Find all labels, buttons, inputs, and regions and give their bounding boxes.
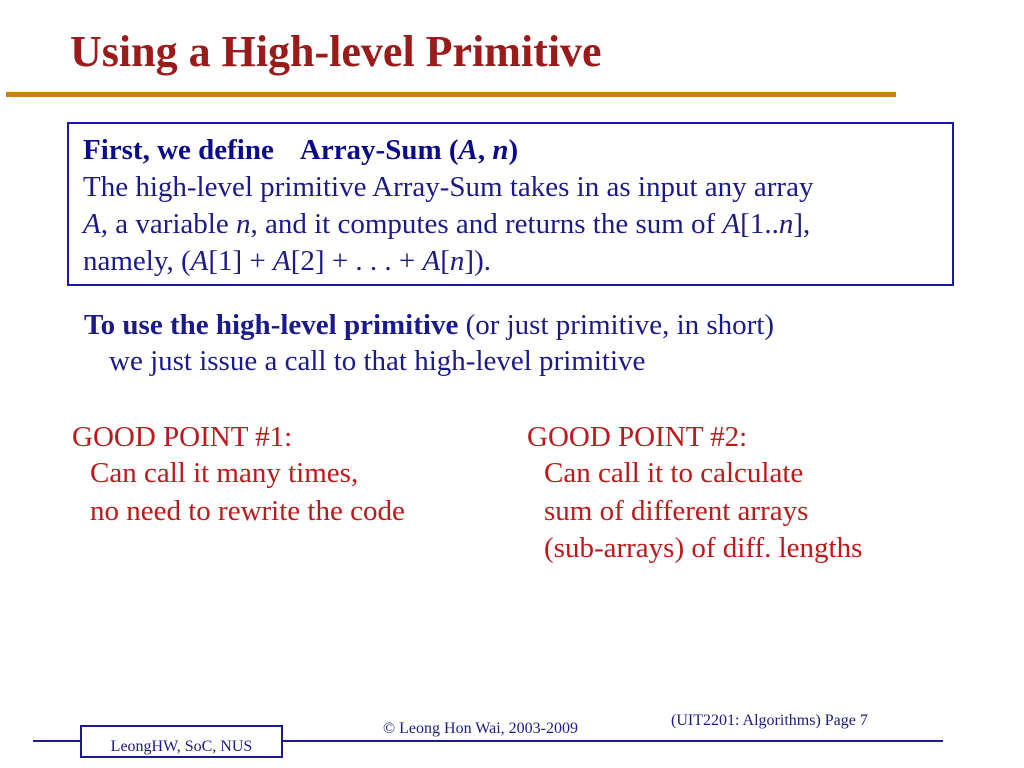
definition-box: [67, 122, 954, 286]
definition-line-3: [83, 206, 810, 242]
param-separator: ,: [477, 134, 493, 166]
var-a-3: A: [190, 245, 209, 277]
good-point-2-heading: GOOD POINT #2:: [527, 421, 748, 453]
title-divider: [6, 92, 896, 97]
primitive-name: Array-Sum (: [299, 134, 459, 166]
param-close: ): [508, 134, 519, 166]
usage-bold: To use the high-level primitive: [84, 309, 459, 341]
line4-text-3: [2] + . . . +: [290, 245, 423, 277]
var-a-2: A: [722, 208, 741, 240]
var-a: A: [83, 208, 101, 240]
param-n: n: [492, 134, 509, 166]
usage-line-2: we just issue a call to that high-level primitive: [109, 345, 646, 377]
usage-line-1: [84, 307, 774, 343]
definition-line-2: The high-level primitive Array-Sum takes in as input any array: [83, 171, 814, 203]
line3-text-1: , a variable: [100, 208, 236, 240]
line3-text-3: [1..: [740, 208, 779, 240]
good-point-2-line-3: (sub-arrays) of diff. lengths: [544, 532, 863, 564]
param-a: A: [458, 134, 478, 166]
var-n-3: n: [449, 245, 465, 277]
definition-heading: [83, 132, 518, 168]
good-point-1-line-1: Can call it many times,: [90, 457, 359, 489]
good-point-2-line-2: sum of different arrays: [544, 495, 809, 527]
definition-lead: First, we define: [83, 134, 274, 166]
definition-line-4: [83, 243, 491, 279]
slide-title: Using a High-level Primitive: [70, 27, 602, 76]
var-n-2: n: [778, 208, 794, 240]
usage-rest: (or just primitive, in short): [458, 309, 775, 341]
footer-author-box: LeongHW, SoC, NUS: [80, 725, 283, 758]
var-n: n: [235, 208, 251, 240]
good-point-1-heading: GOOD POINT #1:: [72, 421, 293, 453]
footer-page-number: (UIT2201: Algorithms) Page 7: [671, 712, 868, 729]
line4-text-4: [: [440, 245, 450, 277]
good-point-1-line-2: no need to rewrite the code: [90, 495, 405, 527]
footer-copyright: © Leong Hon Wai, 2003-2009: [383, 720, 578, 737]
line4-text-1: namely, (: [83, 245, 191, 277]
line3-text-2: , and it computes and returns the sum of: [250, 208, 723, 240]
line4-text-5: ]).: [464, 245, 491, 277]
good-point-2-line-1: Can call it to calculate: [544, 457, 804, 489]
line4-text-2: [1] +: [208, 245, 274, 277]
line3-text-4: ],: [793, 208, 811, 240]
var-a-5: A: [422, 245, 441, 277]
var-a-4: A: [273, 245, 291, 277]
